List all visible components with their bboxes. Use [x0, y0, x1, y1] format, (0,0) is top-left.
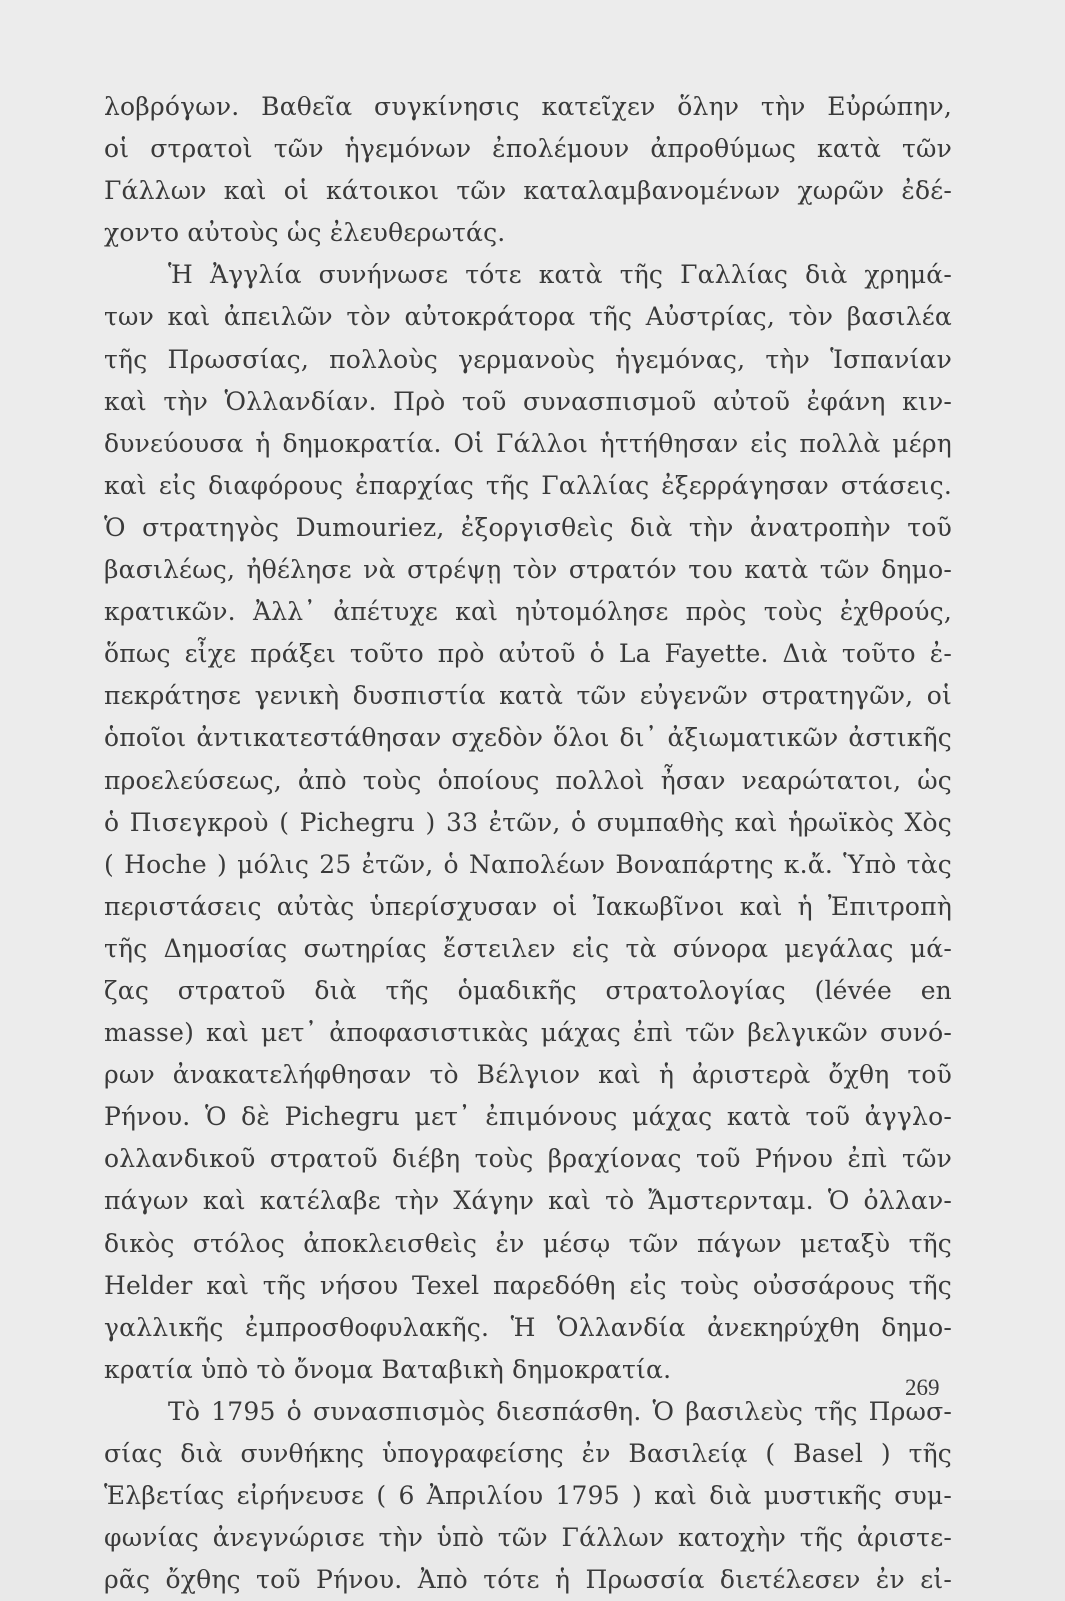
text-line: χοντο αὐτοὺς ὡς ἐλευθερωτάς. — [104, 218, 506, 248]
text-line: τῆς Πρωσσίας, πολλοὺς γερμανοὺς ἡγεμόνας, τὴν Ἱσπανίαν — [104, 344, 952, 374]
text-line: ρων ἀνακατελήφθησαν τὸ Βέλγιον καὶ ἡ ἀριστερὰ ὄχθη τοῦ — [104, 1060, 952, 1090]
text-line: των καὶ ἀπειλῶν τὸν αὐτοκράτορα τῆς Αὐστρίας, τὸν βασιλέα — [104, 302, 952, 332]
text-line: Ἡ Ἀγγλία συνήνωσε τότε κατὰ τῆς Γαλλίας διὰ χρημά- — [168, 260, 952, 290]
text-line: δυνεύουσα ἡ δημοκρατία. Οἱ Γάλλοι ἡττήθησαν εἰς πολλὰ μέρη — [104, 428, 952, 458]
text-line: Ἑλβετίας εἰρήνευσε ( 6 Ἀπριλίου 1795 ) καὶ διὰ μυστικῆς συμ- — [104, 1481, 952, 1511]
text-line: ρᾶς ὄχθης τοῦ Ρήνου. Ἀπὸ τότε ἡ Πρωσσία διετέλεσεν ἐν εἰ- — [104, 1565, 952, 1595]
text-line: λοβρόγων. Βαθεῖα συγκίνησις κατεῖχεν ὅλην τὴν Εὐρώπην, — [104, 92, 952, 121]
text-line: δικὸς στόλος ἀποκλεισθεὶς ἐν μέσῳ τῶν πάγων μεταξὺ τῆς — [104, 1228, 952, 1258]
text-line: Τὸ 1795 ὁ συνασπισμὸς διεσπάσθη. Ὁ βασιλεὺς τῆς Πρωσ- — [168, 1396, 952, 1426]
text-line: πάγων καὶ κατέλαβε τὴν Χάγην καὶ τὸ Ἄμστερνταμ. Ὁ ὀλλαν- — [104, 1186, 952, 1216]
text-line: φωνίας ἀνεγνώρισε τὴν ὑπὸ τῶν Γάλλων κατοχὴν τῆς ἀριστε- — [104, 1523, 952, 1553]
text-line: οἱ στρατοὶ τῶν ἡγεμόνων ἐπολέμουν ἀπροθύμως κατὰ τῶν — [104, 134, 952, 164]
text-line: σίας διὰ συνθήκης ὑπογραφείσης ἐν Βασιλείᾳ ( Basel ) τῆς — [104, 1439, 952, 1468]
text-line: κρατία ὑπὸ τὸ ὄνομα Βαταβικὴ δημοκρατία. — [104, 1354, 672, 1384]
text-line: ὁ Πισεγκροὺ ( Pichegru ) 33 ἐτῶν, ὁ συμπαθὴς καὶ ἡρωϊκὸς Χὸς — [104, 807, 952, 837]
text-line: masse) καὶ μετ᾽ ἀποφασιστικὰς μάχας ἐπὶ τῶν βελγικῶν συνό- — [104, 1018, 952, 1048]
body-text — [104, 86, 952, 1601]
text-line: Ὁ στρατηγὸς Dumouriez, ἐξοργισθεὶς διὰ τὴν ἀνατροπὴν τοῦ — [104, 512, 952, 542]
text-line: Helder καὶ τῆς νήσου Texel παρεδόθη εἰς τοὺς οὐσσάρους τῆς — [104, 1270, 952, 1300]
text-line: καὶ εἰς διαφόρους ἐπαρχίας τῆς Γαλλίας ἐξερράγησαν στάσεις. — [104, 470, 952, 500]
text-line: ζας στρατοῦ διὰ τῆς ὁμαδικῆς στρατολογίας (lévée en — [104, 975, 952, 1005]
text-line: πεκράτησε γενικὴ δυσπιστία κατὰ τῶν εὐγενῶν στρατηγῶν, οἱ — [104, 681, 952, 711]
text-line: καὶ τὴν Ὁλλανδίαν. Πρὸ τοῦ συνασπισμοῦ αὐτοῦ ἐφάνη κιν- — [104, 386, 952, 416]
text-line: ὁποῖοι ἀντικατεστάθησαν σχεδὸν ὅλοι δι᾽ ἀξιωματικῶν ἀστικῆς — [104, 723, 952, 753]
text-line: ολλανδικοῦ στρατοῦ διέβη τοὺς βραχίονας τοῦ Ρήνου ἐπὶ τῶν — [104, 1144, 952, 1174]
text-line: Ρήνου. Ὁ δὲ Pichegru μετ᾽ ἐπιμόνους μάχας κατὰ τοῦ ἀγγλο- — [104, 1102, 952, 1132]
text-line: Γάλλων καὶ οἱ κάτοικοι τῶν καταλαμβανομένων χωρῶν ἐδέ- — [104, 176, 952, 206]
page-number: 269 — [905, 1375, 940, 1400]
text-line: γαλλικῆς ἐμπροσθοφυλακῆς. Ἡ Ὁλλανδία ἀνεκηρύχθη δημο- — [104, 1312, 952, 1342]
text-line: βασιλέως, ἠθέλησε νὰ στρέψῃ τὸν στρατόν του κατὰ τῶν δημο- — [104, 555, 952, 585]
text-line: προελεύσεως, ἀπὸ τοὺς ὁποίους πολλοὶ ἦσαν νεαρώτατοι, ὡς — [104, 765, 952, 795]
text-line: ( Hoche ) μόλις 25 ἐτῶν, ὁ Ναπολέων Βοναπάρτης κ.ἄ. Ὑπὸ τὰς — [104, 849, 952, 879]
text-line: περιστάσεις αὐτὰς ὑπερίσχυσαν οἱ Ἰακωβῖνοι καὶ ἡ Ἐπιτροπὴ — [104, 891, 952, 921]
text-line: τῆς Δημοσίας σωτηρίας ἔστειλεν εἰς τὰ σύνορα μεγάλας μά- — [104, 933, 952, 963]
text-line: κρατικῶν. Ἀλλ᾽ ἀπέτυχε καὶ ηὐτομόλησε πρὸς τοὺς ἐχθρούς, — [104, 597, 952, 627]
text-line: ὅπως εἶχε πράξει τοῦτο πρὸ αὐτοῦ ὁ La Fayette. Διὰ τοῦτο ἐ- — [104, 639, 952, 669]
